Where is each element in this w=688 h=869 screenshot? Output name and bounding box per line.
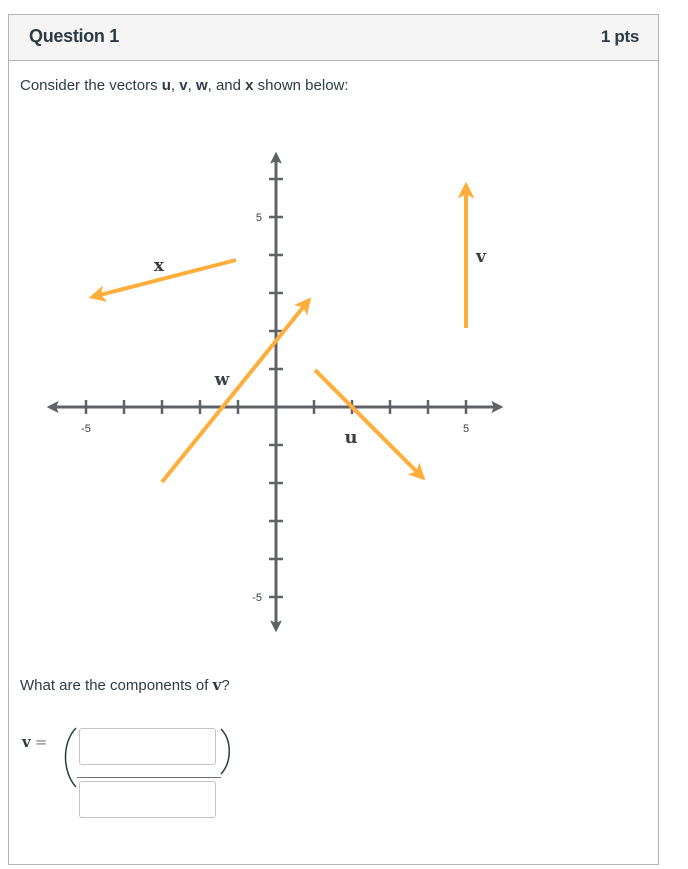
answer-lhs-eq: = <box>34 733 48 751</box>
prompt-var-u: u <box>161 77 171 94</box>
x-tick-label: -5 <box>81 423 91 435</box>
components-question <box>20 676 230 694</box>
answer-lhs-var: v <box>22 733 31 751</box>
vector-u-label: u <box>344 427 358 448</box>
question2-suffix: ? <box>221 677 230 694</box>
prompt-var-x: x <box>245 77 254 94</box>
question-title: Question 1 <box>29 26 120 46</box>
matrix-divider <box>77 777 221 778</box>
answer-lhs <box>22 733 47 751</box>
question2-text: What are the components of <box>20 677 213 694</box>
vector-v-label: v <box>476 247 486 267</box>
prompt-text: shown below: <box>253 77 349 94</box>
prompt-sep: , <box>187 77 196 94</box>
question2-var: v <box>212 676 222 694</box>
prompt-sep: , and <box>207 77 246 94</box>
y-tick-label: 5 <box>255 212 262 224</box>
vector-w-arrow <box>162 300 309 482</box>
component-y-input[interactable] <box>79 781 216 818</box>
y-tick-label: -5 <box>252 592 262 604</box>
component-x-input[interactable] <box>79 728 216 765</box>
vector-x-label: x <box>153 256 165 276</box>
prompt-sep: , <box>170 77 180 94</box>
prompt-var-v: v <box>179 77 188 94</box>
y-axis <box>269 154 283 630</box>
prompt-var-w: w <box>195 77 208 94</box>
question-points: 1 pts <box>600 27 639 46</box>
vector-u-arrow <box>315 370 423 478</box>
right-paren <box>221 729 229 774</box>
left-paren <box>66 728 77 787</box>
vector-w-label: w <box>214 370 230 390</box>
prompt-text: Consider the vectors <box>20 77 162 94</box>
x-tick-label: 5 <box>462 423 470 435</box>
